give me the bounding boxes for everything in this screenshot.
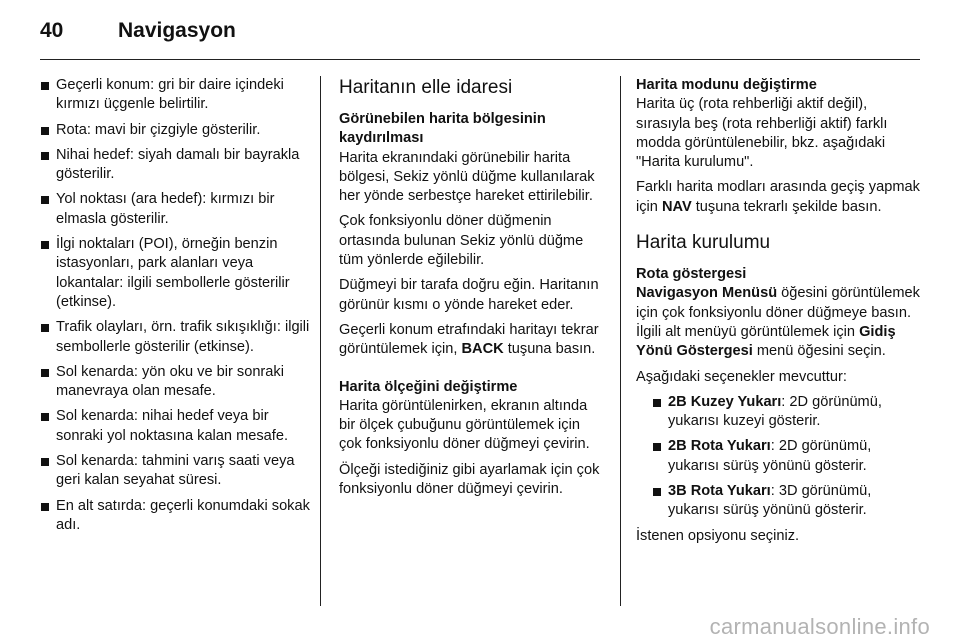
chapter-title: Navigasyon — [118, 19, 236, 42]
column-middle — [339, 76, 605, 505]
paragraph: Düğmeyi bir tarafa doğru eğin. Haritanın görünür kısmı o yönde hareket eder. — [339, 277, 599, 313]
list-item: Sol kenarda: yön oku ve bir sonraki manevraya olan mesafe. — [40, 363, 312, 402]
list-item: Sol kenarda: tahmini varış saati veya geri kalan seyahat süresi. — [40, 452, 312, 491]
list-item: Geçerli konum: gri bir daire içindeki kırmızı üçgenle belirtilir. — [40, 76, 312, 115]
list-item: 3B Rota Yukarı: 3D görünümü, yukarısı sürüş yönünü gösterir. — [652, 482, 920, 521]
subsection-heading: Harita modunu değiştirme — [636, 77, 817, 93]
section-heading: Harita kurulumu — [636, 232, 771, 254]
list-item: Nihai hedef: siyah damalı bir bayrakla gösterilir. — [40, 146, 312, 185]
paragraph: Çok fonksiyonlu döner düğmenin ortasında bulunan Sekiz yönlü düğme tüm yönlerde eğilebilir. — [339, 213, 584, 269]
options-list — [652, 393, 920, 521]
list-item: Yol noktası (ara hedef): kırmızı bir elmasla gösterilir. — [40, 190, 312, 229]
column-divider — [620, 76, 621, 606]
paragraph: İstenen opsiyonu seçiniz. — [636, 527, 800, 544]
page-header — [0, 0, 960, 60]
list-item: Sol kenarda: nihai hedef veya bir sonraki yol noktasına kalan mesafe. — [40, 407, 312, 446]
map-symbols-list — [40, 76, 312, 535]
menu-item-label: Gidiş Yönü Göstergesi — [636, 323, 896, 360]
paragraph: Harita görüntülenirken, ekranın altında bir ölçek çubuğunu görüntülemek için çok fonksiyonlu döner düğmeyi çevirin. — [339, 397, 590, 453]
column-right — [636, 76, 920, 552]
list-item: En alt satırda: geçerli konumdaki sokak adı. — [40, 497, 312, 536]
page-number: 40 — [40, 19, 64, 42]
nav-key-label: NAV — [661, 198, 692, 215]
paragraph: Geçerli konum etrafındaki haritayı tekrar görüntülemek için, BACK tuşuna basın. — [339, 321, 599, 358]
list-item: İlgi noktaları (POI), örneğin benzin istasyonları, park alanları veya lokantalar: ilgili sembollerle gösterilir (etkinse). — [40, 235, 312, 312]
paragraph: Farklı harita modları arasında geçiş yapmak için NAV tuşuna tekrarlı şekilde basın. — [636, 179, 920, 215]
paragraph: Aşağıdaki seçenekler mevcuttur: — [636, 368, 847, 385]
list-item: 2B Rota Yukarı: 2D görünümü, yukarısı sürüş yönünü gösterir. — [652, 437, 920, 476]
subsection-heading: Harita ölçeğini değiştirme — [339, 378, 518, 395]
column-left — [40, 76, 312, 541]
menu-label: Navigasyon Menüsü — [636, 285, 778, 302]
paragraph: Harita ekranındaki görünebilir harita bölgesi, Sekiz yönlü düğme kullanılarak her yönde serbestçe hareket ettirilebilir. — [339, 149, 595, 205]
list-item: Trafik olayları, örn. trafik sıkışıklığı: ilgili sembollerle gösterilir (etkinse). — [40, 318, 312, 357]
paragraph: Harita üç (rota rehberliği aktif değil), sırasıyla beş (rota rehberliği aktif) farklı modda görüntülenebilir, bkz. aşağıdaki "Harita kurulumu". — [636, 96, 888, 171]
back-key-label: BACK — [461, 341, 504, 358]
watermark: carmanualsonline.info — [709, 614, 930, 639]
list-item: 2B Kuzey Yukarı: 2D görünümü, yukarısı kuzeyi gösterir. — [652, 393, 920, 432]
paragraph: Ölçeği istediğiniz gibi ayarlamak için çok fonksiyonlu döner düğmeyi çevirin. — [339, 461, 600, 498]
subsection-heading: Rota göstergesi — [636, 266, 747, 283]
list-item: Rota: mavi bir çizgiyle gösterilir. — [40, 121, 312, 140]
column-divider — [320, 76, 321, 606]
section-heading: Haritanın elle idaresi — [339, 77, 513, 98]
subsection-heading: Görünebilen harita bölgesinin kaydırılması — [339, 111, 546, 147]
paragraph: Navigasyon Menüsü öğesini görüntülemek için çok fonksiyonlu döner düğmeye basın. İlgili alt menüyü görüntülemek için Gidiş Yönü Göstergesi menü öğesini seçin. — [636, 285, 920, 360]
header-divider — [40, 59, 920, 60]
